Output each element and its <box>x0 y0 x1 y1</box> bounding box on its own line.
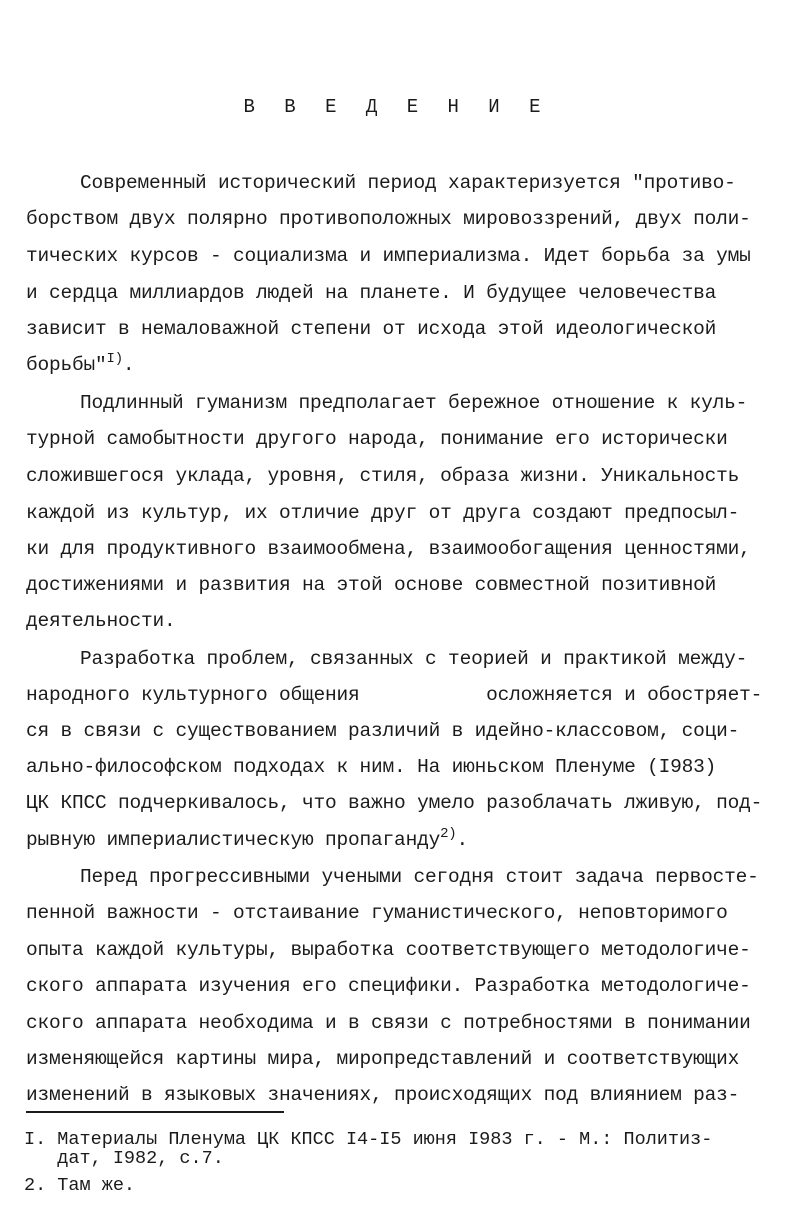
text-line: Современный исторический период характеризуется "противо- <box>80 172 736 194</box>
text-line: зависит в немаловажной степени от исхода этой идеологической <box>26 318 717 340</box>
text-line: Разработка проблем, связанных с теорией и практикой между- <box>80 648 748 670</box>
text-fragment: борьбы" <box>26 354 107 376</box>
footnote-ref-1: I) <box>106 351 123 367</box>
text-line: ально-философском подходах к ним. На июньском Пленуме (I983) <box>26 756 717 778</box>
footnote-divider <box>26 1111 284 1113</box>
text-line: борством двух полярно противоположных мировоззрений, двух поли- <box>26 208 751 230</box>
text-line: Подлинный гуманизм предполагает бережное отношение к куль- <box>80 392 748 414</box>
page-title: В В Е Д Е Н И Е <box>243 96 550 118</box>
text-line: турной самобытности другого народа, понимание его исторически <box>26 428 728 450</box>
text-line: ся в связи с существованием различий в идейно-классовом, соци- <box>26 720 740 742</box>
footnote-ref-2: 2) <box>440 826 457 842</box>
text-line: Перед прогрессивными учеными сегодня стоит задача первосте- <box>80 866 759 888</box>
footnote-2: 2. Там же. <box>24 1175 136 1196</box>
footnote-1: I. Материалы Пленума ЦК КПСС I4-I5 июня I983 г. - М.: Политиз- <box>24 1129 713 1150</box>
text-line: изменяющейся картины мира, миропредставлений и соответствующих <box>26 1048 740 1070</box>
text-line: народного культурного общения осложняется и обостряет- <box>26 684 763 706</box>
text-line: тических курсов - социализма и империализма. Идет борьба за умы <box>26 245 751 267</box>
text-line: и сердца миллиардов людей на планете. И будущее человечества <box>26 282 717 304</box>
text-fragment: рывную империалистическую пропаганду <box>26 829 441 851</box>
text-line: опыта каждой культуры, выработка соответствующего методологиче- <box>26 939 751 961</box>
text-line: изменений в языковых значениях, происходящих под влиянием раз- <box>26 1084 740 1106</box>
text-line: сложившегося уклада, уровня, стиля, образа жизни. Уникальность <box>26 465 740 487</box>
text-line: пенной важности - отстаивание гуманистического, неповторимого <box>26 902 728 924</box>
period: . <box>122 354 135 376</box>
text-line: достижениями и развития на этой основе совместной позитивной <box>26 574 717 596</box>
text-line-with-ref <box>26 351 135 378</box>
text-line: деятельности. <box>26 610 176 632</box>
text-line: ЦК КПСС подчеркивалось, что важно умело разоблачать лживую, под- <box>26 792 763 814</box>
text-line-with-ref <box>26 826 468 853</box>
text-line: ки для продуктивного взаимообмена, взаимообогащения ценностями, <box>26 538 751 560</box>
footnote-1-cont: дат, I982, с.7. <box>24 1148 224 1169</box>
text-line: каждой из культур, их отличие друг от друга создают предпосыл- <box>26 502 740 524</box>
text-line: ского аппарата изучения его специфики. Разработка методологиче- <box>26 975 751 997</box>
text-line: ского аппарата необходима и в связи с потребностями в понимании <box>26 1012 751 1034</box>
period: . <box>456 829 468 851</box>
